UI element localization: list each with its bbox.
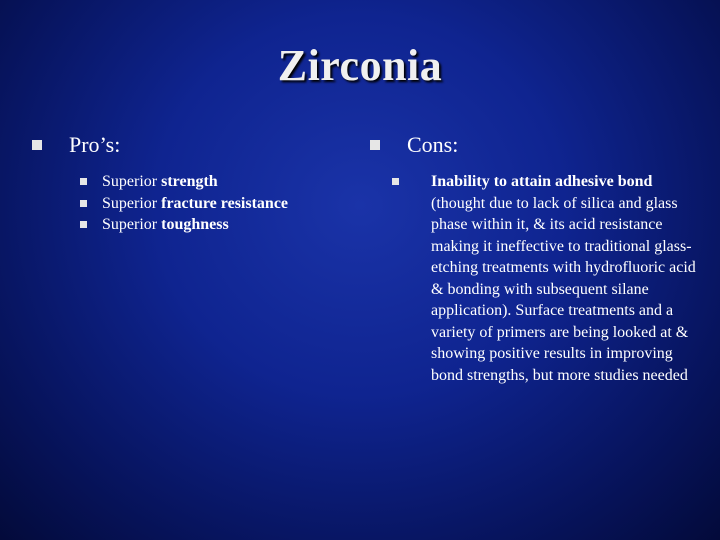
pros-item-lead: Superior bbox=[102, 216, 158, 233]
cons-heading: Cons: bbox=[407, 132, 459, 157]
cons-item-bold: Inability to attain adhesive bond bbox=[431, 173, 653, 190]
list-item bbox=[80, 214, 352, 236]
cons-item-text bbox=[431, 171, 700, 386]
pros-item-text bbox=[102, 193, 352, 215]
pros-heading-row bbox=[32, 133, 352, 157]
pros-item-bold: fracture resistance bbox=[161, 194, 289, 212]
pros-column bbox=[32, 133, 352, 236]
square-bullet-icon bbox=[80, 221, 87, 228]
cons-heading-row bbox=[370, 133, 700, 157]
square-bullet-icon bbox=[392, 178, 399, 185]
pros-item-lead: Superior bbox=[102, 194, 158, 212]
pros-item-bold: toughness bbox=[161, 216, 229, 233]
square-bullet-icon bbox=[370, 140, 380, 150]
list-item bbox=[80, 171, 352, 193]
slide-title: Zirconia bbox=[277, 41, 443, 90]
pros-item-text bbox=[102, 171, 352, 193]
pros-list bbox=[80, 171, 352, 236]
pros-heading: Pro’s: bbox=[69, 132, 121, 157]
cons-list bbox=[392, 171, 700, 386]
cons-item-rest: (thought due to lack of silica and glass phase within it, & its acid resistance making it ineffective to traditional glass-etching treatments with hydrofluoric acid & bonding with subsequent silane application). Surface treatments and a variety of primers are being looked at & showing positive results in improving bond strengths, but more studies needed bbox=[431, 194, 696, 384]
square-bullet-icon bbox=[80, 178, 87, 185]
pros-item-lead: Superior bbox=[102, 173, 158, 190]
square-bullet-icon bbox=[32, 140, 42, 150]
pros-item-text bbox=[102, 214, 352, 236]
pros-item-bold: strength bbox=[161, 173, 218, 190]
list-item bbox=[80, 193, 352, 215]
cons-column bbox=[370, 133, 700, 386]
list-item bbox=[392, 171, 700, 386]
square-bullet-icon bbox=[80, 200, 87, 207]
